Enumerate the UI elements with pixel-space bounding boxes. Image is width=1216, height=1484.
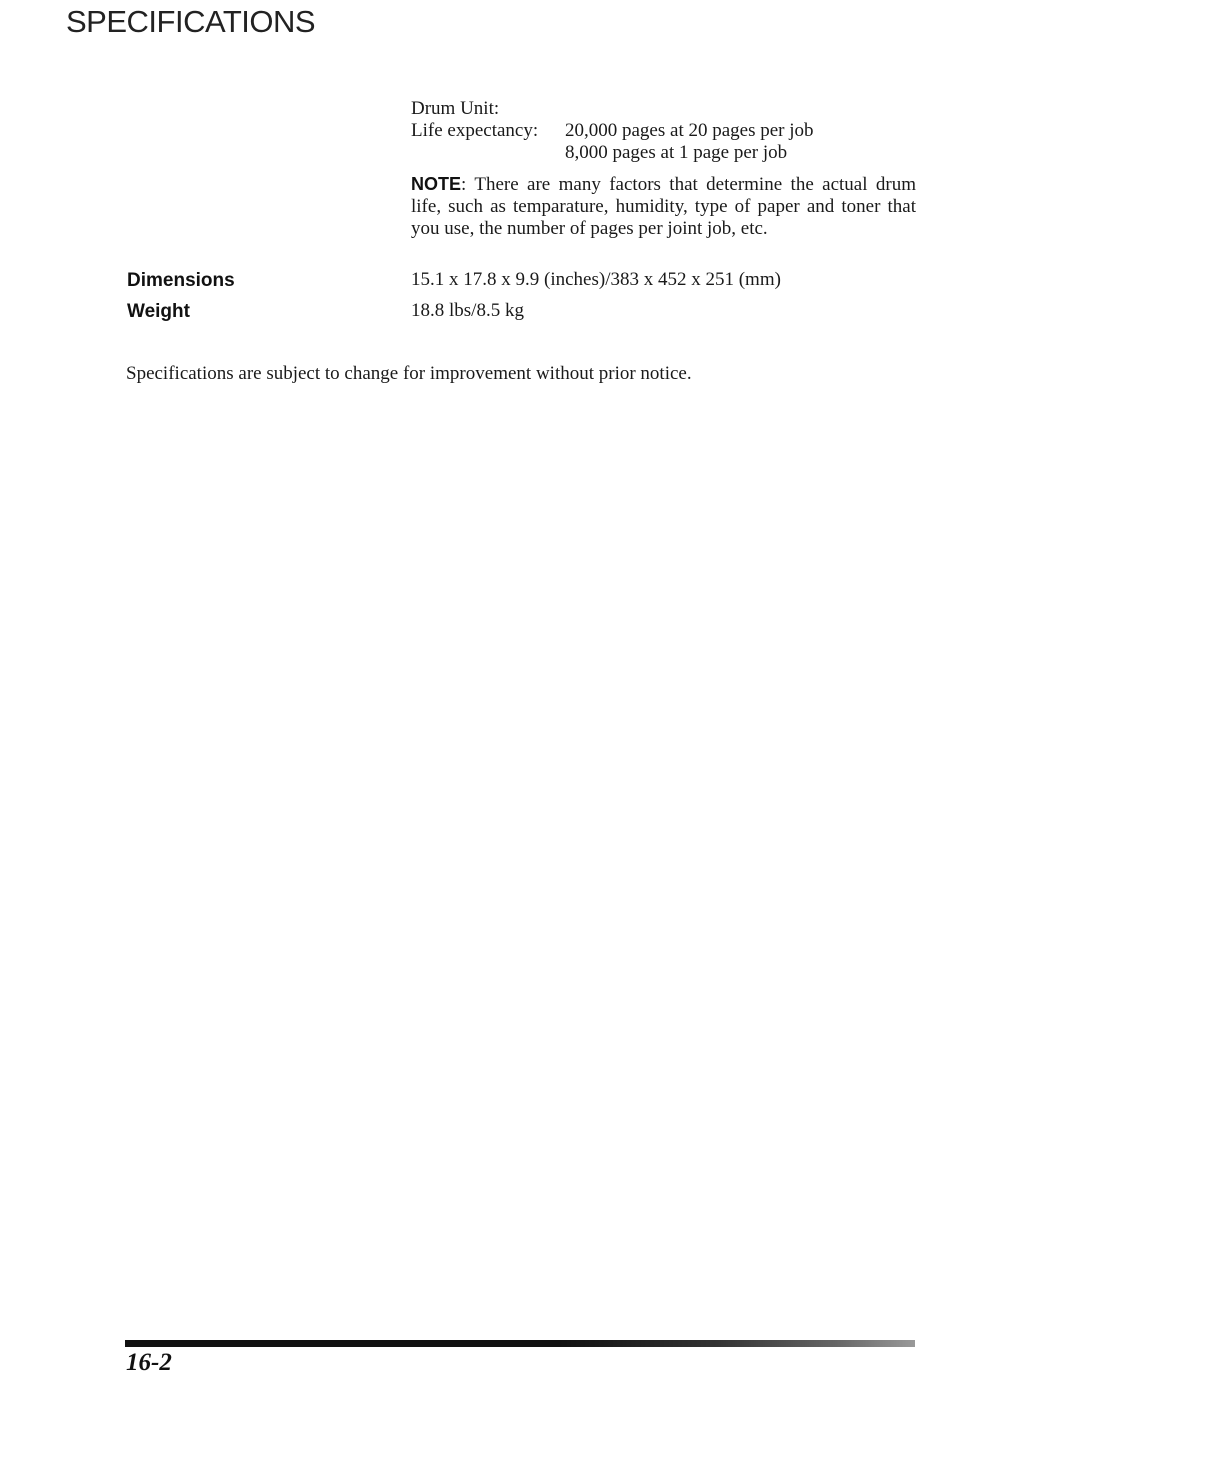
page-number: 16-2 xyxy=(126,1349,172,1376)
life-expectancy-label: Life expectancy: xyxy=(411,120,539,141)
life-expectancy-value-2: 8,000 pages at 1 page per job xyxy=(565,142,788,163)
specifications-disclaimer: Specifications are subject to change for improvement without prior notice. xyxy=(126,363,692,384)
drum-unit-heading: Drum Unit: xyxy=(411,98,500,119)
dimensions-label: Dimensions xyxy=(127,270,235,291)
note-text: : There are many factors that determine the actual drum life, such as temparature, humidity, type of paper and toner that you use, the number of pages per joint job, etc. xyxy=(411,174,916,239)
life-expectancy-value-1: 20,000 pages at 20 pages per job xyxy=(565,120,814,141)
weight-value: 18.8 lbs/8.5 kg xyxy=(411,300,524,321)
note-label: NOTE xyxy=(411,174,462,194)
footer-rule xyxy=(125,1340,915,1347)
drum-life-note xyxy=(411,173,916,240)
dimensions-value: 15.1 x 17.8 x 9.9 (inches)/383 x 452 x 251 (mm) xyxy=(411,269,781,290)
section-header-title: SPECIFICATIONS xyxy=(66,4,316,39)
weight-label: Weight xyxy=(127,301,190,322)
